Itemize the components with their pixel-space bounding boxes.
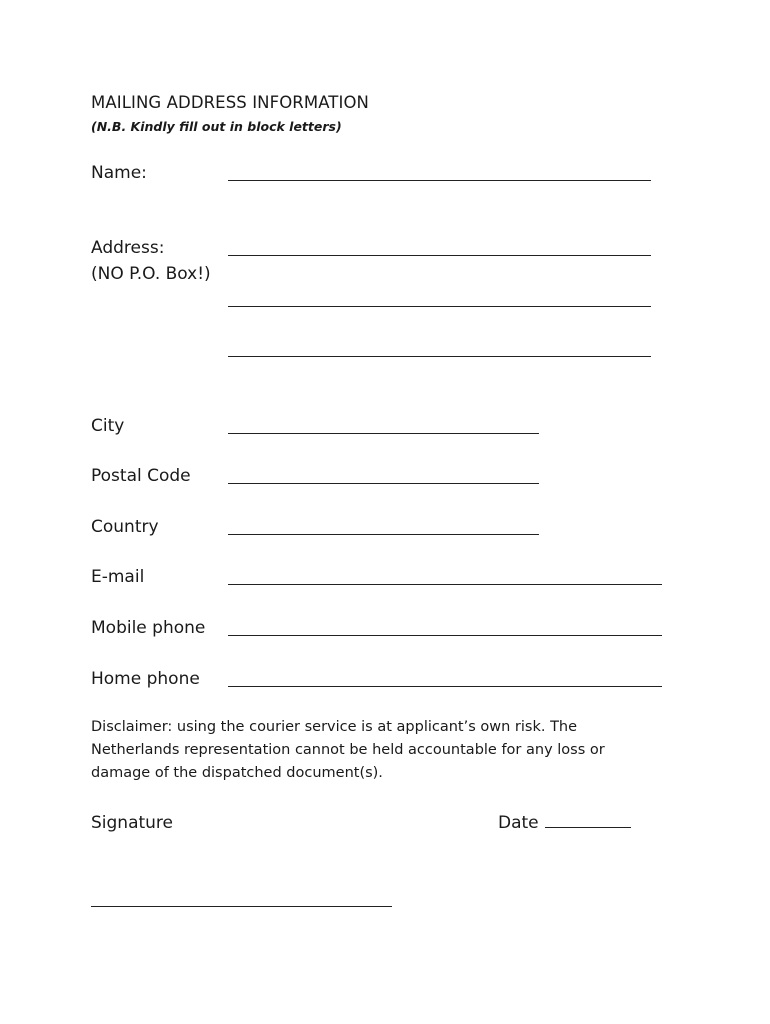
mobile-phone-input-line[interactable] — [228, 635, 662, 636]
country-label: Country — [91, 517, 159, 537]
address-input-line-3[interactable] — [228, 356, 651, 357]
date-field — [498, 813, 631, 833]
city-label: City — [91, 416, 125, 436]
form-note: (N.B. Kindly fill out in block letters) — [91, 119, 342, 134]
city-input-line[interactable] — [228, 433, 539, 434]
signature-label: Signature — [91, 813, 174, 833]
date-input-line[interactable] — [545, 813, 631, 828]
address-sub-label: (NO P.O. Box!) — [91, 264, 211, 284]
address-input-line-1[interactable] — [228, 255, 651, 256]
address-label: Address: — [91, 238, 165, 258]
email-input-line[interactable] — [228, 584, 662, 585]
postal-code-input-line[interactable] — [228, 483, 539, 484]
disclaimer-text: Disclaimer: using the courier service is at applicant’s own risk. The Netherlands representation cannot be held accountable for any loss or damage of the dispatched document(s). — [91, 719, 605, 781]
home-phone-input-line[interactable] — [228, 686, 662, 687]
email-label: E-mail — [91, 567, 145, 587]
country-input-line[interactable] — [228, 534, 539, 535]
address-input-line-2[interactable] — [228, 306, 651, 307]
form-title: MAILING ADDRESS INFORMATION — [91, 93, 369, 112]
name-label: Name: — [91, 163, 147, 183]
signature-input-line[interactable] — [91, 906, 392, 907]
home-phone-label: Home phone — [91, 669, 200, 689]
name-input-line[interactable] — [228, 180, 651, 181]
postal-code-label: Postal Code — [91, 466, 191, 486]
date-label: Date — [498, 813, 539, 833]
mobile-phone-label: Mobile phone — [91, 618, 206, 638]
